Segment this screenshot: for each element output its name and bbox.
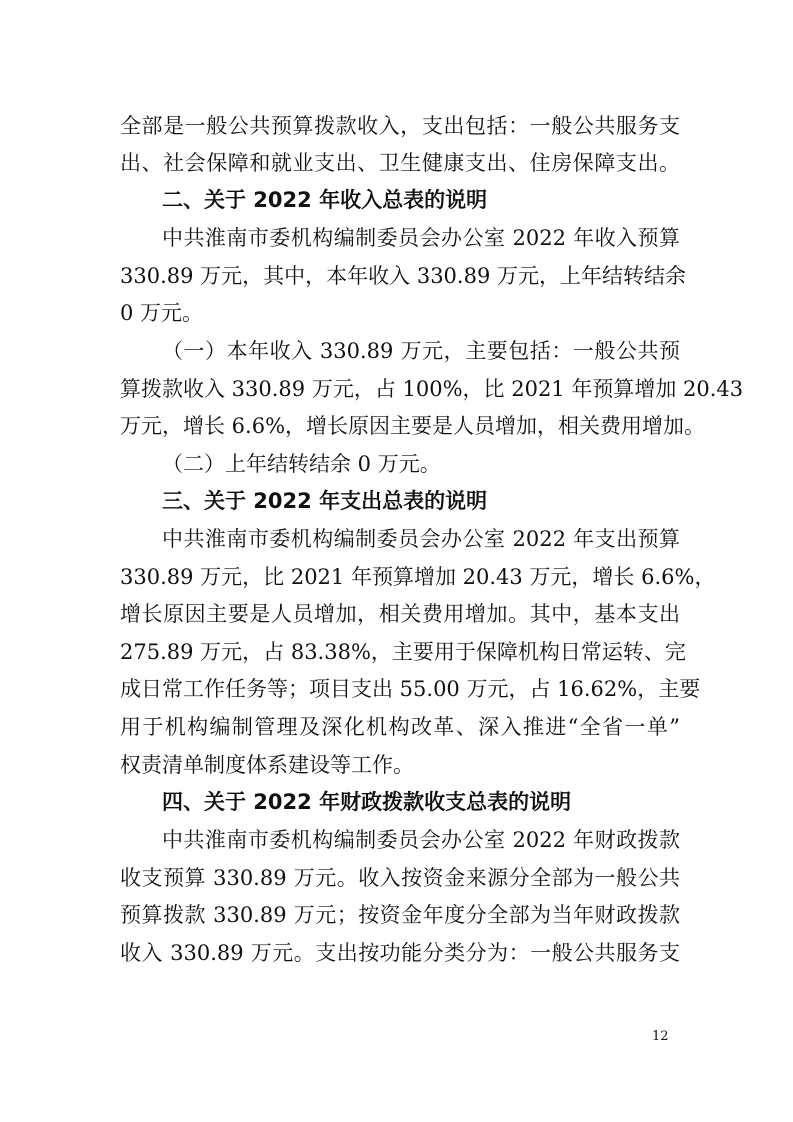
section-heading-income: 二、关于 2022 年收入总表的说明 — [162, 188, 488, 212]
body-text-line: 算拨款收入 330.89 万元，占 100%，比 2021 年预算增加 20.43 — [120, 377, 744, 401]
body-text-line: 330.89 万元，其中，本年收入 330.89 万元，上年结转结余 — [120, 264, 686, 288]
body-text-line: 全部是一般公共预算拨款收入，支出包括：一般公共服务支 — [120, 114, 680, 138]
body-text-line: 用于机构编制管理及深化机构改革、深入推进“全省一单” — [120, 715, 680, 739]
body-text-line: 成日常工作任务等；项目支出 55.00 万元，占 16.62%，主要 — [120, 677, 701, 701]
body-text-line: 收支预算 330.89 万元。收入按资金来源分全部为一般公共 — [120, 866, 680, 890]
body-text-line: 出、社会保障和就业支出、卫生健康支出、住房保障支出。 — [120, 151, 680, 175]
body-text-line: 万元，增长 6.6%，增长原因主要是人员增加，相关费用增加。 — [120, 414, 706, 438]
body-text-line: （二）上年结转结余 0 万元。 — [162, 452, 441, 476]
section-heading-expenditure: 三、关于 2022 年支出总表的说明 — [162, 489, 488, 513]
body-text-line: 权责清单制度体系建设等工作。 — [120, 753, 414, 777]
body-text-line: 收入 330.89 万元。支出按功能分类分为：一般公共服务支 — [120, 941, 680, 965]
body-text-line: （一）本年收入 330.89 万元，主要包括：一般公共预 — [162, 339, 680, 363]
body-text-line: 中共淮南市委机构编制委员会办公室 2022 年财政拨款 — [162, 828, 680, 852]
body-text-line: 预算拨款 330.89 万元；按资金年度分全部为当年财政拨款 — [120, 903, 680, 927]
body-text-line: 275.89 万元，占 83.38%，主要用于保障机构日常运转、完 — [120, 640, 686, 664]
body-text-line: 增长原因主要是人员增加，相关费用增加。其中，基本支出 — [120, 602, 680, 626]
body-text-line: 0 万元。 — [120, 301, 204, 325]
page-number: 12 — [652, 1029, 669, 1044]
section-heading-fiscal-summary: 四、关于 2022 年财政拨款收支总表的说明 — [162, 790, 572, 814]
body-text-line: 中共淮南市委机构编制委员会办公室 2022 年支出预算 — [162, 527, 680, 551]
body-text-line: 330.89 万元，比 2021 年预算增加 20.43 万元，增长 6.6%， — [120, 565, 716, 589]
body-text-line: 中共淮南市委机构编制委员会办公室 2022 年收入预算 — [162, 226, 680, 250]
